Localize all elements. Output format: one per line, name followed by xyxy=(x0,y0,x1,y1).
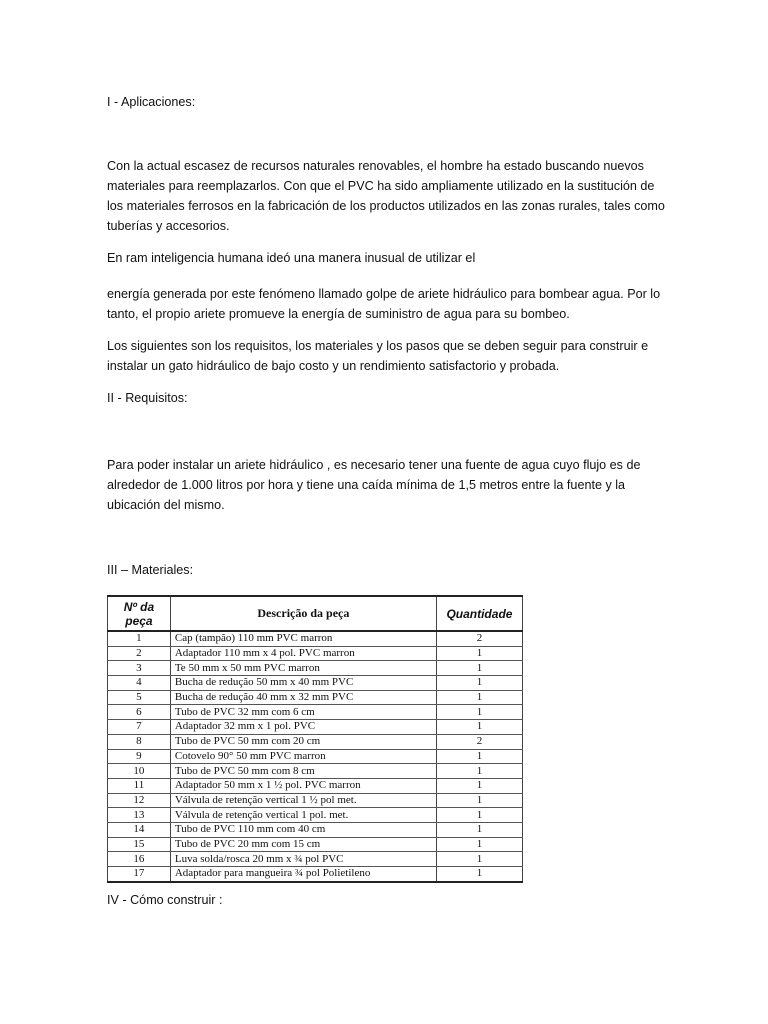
cell-part-number: 1 xyxy=(108,631,171,646)
table-row xyxy=(108,793,523,808)
cell-quantity: 1 xyxy=(436,646,522,661)
cell-description: Tubo de PVC 110 mm com 40 cm xyxy=(170,822,436,837)
cell-quantity: 1 xyxy=(436,676,522,691)
cell-quantity: 1 xyxy=(436,837,522,852)
cell-description: Cotovelo 90° 50 mm PVC marron xyxy=(170,749,436,764)
cell-quantity: 1 xyxy=(436,867,522,882)
table-row xyxy=(108,852,523,867)
cell-quantity: 1 xyxy=(436,852,522,867)
cell-part-number: 7 xyxy=(108,720,171,735)
table-row xyxy=(108,734,523,749)
table-row xyxy=(108,631,523,646)
cell-part-number: 11 xyxy=(108,778,171,793)
cell-description: Válvula de retenção vertical 1 ½ pol met. xyxy=(170,793,436,808)
cell-quantity: 1 xyxy=(436,778,522,793)
cell-description: Cap (tampão) 110 mm PVC marron xyxy=(170,631,436,646)
table-row xyxy=(108,646,523,661)
cell-part-number: 6 xyxy=(108,705,171,720)
section-heading-materiales: III – Materiales: xyxy=(107,563,194,577)
table-row xyxy=(108,867,523,882)
cell-description: Adaptador para mangueira ¾ pol Polietileno xyxy=(170,867,436,882)
header-part-number: Nº da peça xyxy=(108,596,171,631)
table-row xyxy=(108,749,523,764)
cell-part-number: 14 xyxy=(108,822,171,837)
cell-description: Te 50 mm x 50 mm PVC marron xyxy=(170,661,436,676)
cell-description: Luva solda/rosca 20 mm x ¾ pol PVC xyxy=(170,852,436,867)
paragraph-energy: energía generada por este fenómeno llamado golpe de ariete hidráulico para bombear agua. Por lo tanto, el propio ariete promueve la energía de suministro de agua para su bombeo. xyxy=(107,287,661,321)
cell-description: Tubo de PVC 50 mm com 8 cm xyxy=(170,764,436,779)
paragraph-steps: Los siguientes son los requisitos, los materiales y los pasos que se deben seguir para construir e instalar un gato hidráulico de bajo costo y un rendimiento satisfactorio y probada. xyxy=(107,339,649,373)
table-header-row xyxy=(108,596,523,631)
cell-part-number: 5 xyxy=(108,690,171,705)
section-heading-requisitos: II - Requisitos: xyxy=(107,391,188,405)
cell-quantity: 1 xyxy=(436,822,522,837)
cell-description: Adaptador 32 mm x 1 pol. PVC xyxy=(170,720,436,735)
cell-description: Adaptador 50 mm x 1 ½ pol. PVC marron xyxy=(170,778,436,793)
cell-part-number: 17 xyxy=(108,867,171,882)
cell-description: Bucha de redução 50 mm x 40 mm PVC xyxy=(170,676,436,691)
table-row xyxy=(108,778,523,793)
table-row xyxy=(108,808,523,823)
cell-description: Tubo de PVC 32 mm com 6 cm xyxy=(170,705,436,720)
cell-part-number: 4 xyxy=(108,676,171,691)
section-heading-aplicaciones: I - Aplicaciones: xyxy=(107,95,196,109)
paragraph-intro: Con la actual escasez de recursos naturales renovables, el hombre ha estado buscando nuevos materiales para reemplazarlos. Con que el PVC ha sido ampliamente utilizado en la sustitución de los materiales ferrosos en la fabricación de los productos utilizados en las zonas rurales, tales como tuberías y accesorios. xyxy=(107,159,665,233)
paragraph-ingenuity: En ram inteligencia humana ideó una manera inusual de utilizar el xyxy=(107,251,476,265)
materials-table-body xyxy=(108,631,523,882)
cell-quantity: 1 xyxy=(436,793,522,808)
cell-quantity: 2 xyxy=(436,631,522,646)
header-quantity: Quantidade xyxy=(436,596,522,631)
cell-part-number: 12 xyxy=(108,793,171,808)
cell-quantity: 1 xyxy=(436,808,522,823)
paragraph-requirements: Para poder instalar un ariete hidráulico , es necesario tener una fuente de agua cuyo flujo es de alrededor de 1.000 litros por hora y tiene una caída mínima de 1,5 metros entre la fuente y la ubicación del mismo. xyxy=(107,458,641,512)
cell-description: Bucha de redução 40 mm x 32 mm PVC xyxy=(170,690,436,705)
header-description: Descrição da peça xyxy=(170,596,436,631)
cell-quantity: 1 xyxy=(436,764,522,779)
table-row xyxy=(108,720,523,735)
cell-description: Tubo de PVC 50 mm com 20 cm xyxy=(170,734,436,749)
cell-quantity: 1 xyxy=(436,749,522,764)
table-row xyxy=(108,705,523,720)
cell-quantity: 2 xyxy=(436,734,522,749)
cell-part-number: 3 xyxy=(108,661,171,676)
cell-part-number: 8 xyxy=(108,734,171,749)
table-row xyxy=(108,661,523,676)
cell-part-number: 13 xyxy=(108,808,171,823)
section-heading-como-construir: IV - Cómo construir : xyxy=(107,893,223,907)
cell-quantity: 1 xyxy=(436,705,522,720)
cell-description: Válvula de retenção vertical 1 pol. met. xyxy=(170,808,436,823)
cell-part-number: 2 xyxy=(108,646,171,661)
cell-quantity: 1 xyxy=(436,690,522,705)
cell-quantity: 1 xyxy=(436,720,522,735)
table-row xyxy=(108,764,523,779)
table-row xyxy=(108,690,523,705)
cell-part-number: 9 xyxy=(108,749,171,764)
cell-quantity: 1 xyxy=(436,661,522,676)
cell-part-number: 10 xyxy=(108,764,171,779)
cell-part-number: 16 xyxy=(108,852,171,867)
table-row xyxy=(108,676,523,691)
table-row xyxy=(108,837,523,852)
cell-part-number: 15 xyxy=(108,837,171,852)
materials-table xyxy=(107,595,523,883)
cell-description: Adaptador 110 mm x 4 pol. PVC marron xyxy=(170,646,436,661)
cell-description: Tubo de PVC 20 mm com 15 cm xyxy=(170,837,436,852)
table-row xyxy=(108,822,523,837)
